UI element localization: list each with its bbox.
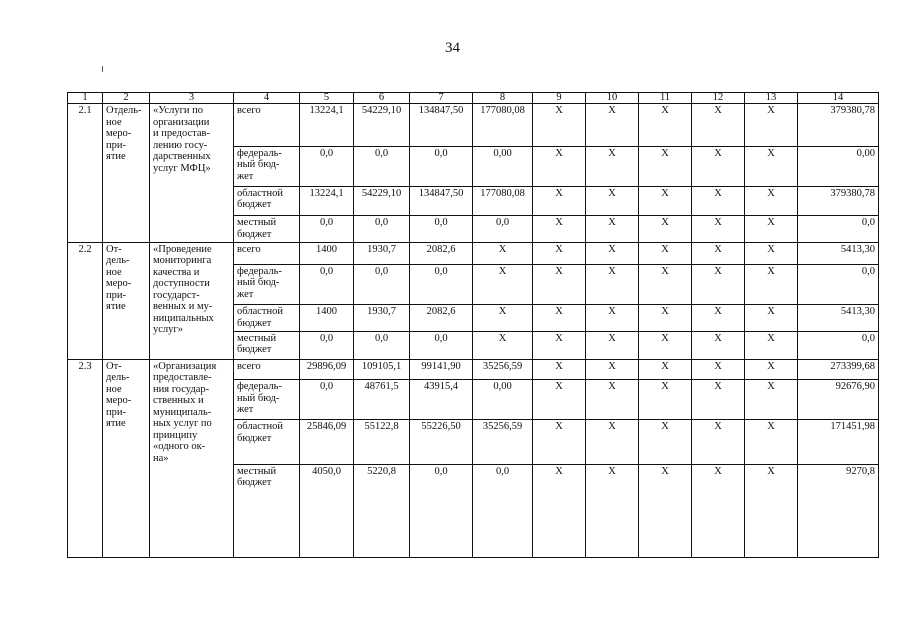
value-x: X xyxy=(692,242,745,264)
page-number: 34 xyxy=(445,40,460,56)
funding-source: областной бюджет xyxy=(234,186,300,215)
column-header: 13 xyxy=(745,93,798,104)
value-x: X xyxy=(639,380,692,420)
value-x: X xyxy=(692,305,745,331)
value-x: X xyxy=(745,305,798,331)
value-x: X xyxy=(586,359,639,379)
value-c8: 35256,59 xyxy=(473,420,533,464)
value-total: 0,0 xyxy=(798,264,879,304)
value-total: 379380,78 xyxy=(798,104,879,146)
value-x: X xyxy=(586,242,639,264)
item-type: От- дель- ное меро- при- ятие xyxy=(103,359,150,557)
value-x: X xyxy=(692,464,745,557)
value-c6: 109105,1 xyxy=(354,359,410,379)
column-header: 12 xyxy=(692,93,745,104)
value-x: X xyxy=(745,359,798,379)
value-c7: 2082,6 xyxy=(410,305,473,331)
value-c6: 1930,7 xyxy=(354,305,410,331)
item-type: От- дель- ное меро- при- ятие xyxy=(103,242,150,359)
column-header: 10 xyxy=(586,93,639,104)
table-row xyxy=(68,104,879,146)
column-header: 11 xyxy=(639,93,692,104)
value-x: X xyxy=(745,464,798,557)
value-x: X xyxy=(692,186,745,215)
value-total: 9270,8 xyxy=(798,464,879,557)
value-c8: 0,0 xyxy=(473,464,533,557)
value-x: X xyxy=(745,242,798,264)
column-header: 5 xyxy=(300,93,354,104)
value-c7: 0,0 xyxy=(410,146,473,186)
value-c7: 0,0 xyxy=(410,216,473,242)
value-x: X xyxy=(639,331,692,359)
value-x: X xyxy=(533,380,586,420)
value-c6: 1930,7 xyxy=(354,242,410,264)
value-x: X xyxy=(533,186,586,215)
value-c5: 0,0 xyxy=(300,380,354,420)
item-name: «Услуги по организации и предостав- лению госу- дарственных услуг МФЦ» xyxy=(150,104,234,242)
value-c8: 0,0 xyxy=(473,216,533,242)
value-x: X xyxy=(692,216,745,242)
value-c6: 5220,8 xyxy=(354,464,410,557)
item-number: 2.2 xyxy=(68,242,103,359)
value-c5: 0,0 xyxy=(300,264,354,304)
value-total: 92676,90 xyxy=(798,380,879,420)
value-total: 273399,68 xyxy=(798,359,879,379)
funding-source: местный бюджет xyxy=(234,216,300,242)
item-number: 2.3 xyxy=(68,359,103,557)
scan-mark xyxy=(102,66,103,72)
value-c5: 0,0 xyxy=(300,146,354,186)
header-row xyxy=(68,93,879,104)
funding-source: федераль- ный бюд- жет xyxy=(234,264,300,304)
value-c8: X xyxy=(473,305,533,331)
value-x: X xyxy=(586,464,639,557)
value-c6: 0,0 xyxy=(354,216,410,242)
value-c7: 0,0 xyxy=(410,264,473,304)
value-total: 5413,30 xyxy=(798,305,879,331)
value-x: X xyxy=(533,264,586,304)
value-x: X xyxy=(692,264,745,304)
value-x: X xyxy=(533,242,586,264)
value-x: X xyxy=(692,420,745,464)
value-c8: 35256,59 xyxy=(473,359,533,379)
value-c8: 0,00 xyxy=(473,380,533,420)
value-x: X xyxy=(745,216,798,242)
value-c5: 4050,0 xyxy=(300,464,354,557)
value-c8: 0,00 xyxy=(473,146,533,186)
value-x: X xyxy=(533,305,586,331)
value-c7: 0,0 xyxy=(410,464,473,557)
value-total: 171451,98 xyxy=(798,420,879,464)
value-c7: 2082,6 xyxy=(410,242,473,264)
value-total: 0,0 xyxy=(798,331,879,359)
value-x: X xyxy=(586,380,639,420)
column-header: 14 xyxy=(798,93,879,104)
value-c5: 0,0 xyxy=(300,331,354,359)
table-row xyxy=(68,242,879,264)
value-x: X xyxy=(533,420,586,464)
value-c8: 177080,08 xyxy=(473,186,533,215)
column-header: 8 xyxy=(473,93,533,104)
value-c7: 99141,90 xyxy=(410,359,473,379)
value-c5: 0,0 xyxy=(300,216,354,242)
column-header: 2 xyxy=(103,93,150,104)
value-x: X xyxy=(692,331,745,359)
value-c8: X xyxy=(473,264,533,304)
value-c8: X xyxy=(473,242,533,264)
column-header: 7 xyxy=(410,93,473,104)
value-c7: 134847,50 xyxy=(410,104,473,146)
value-total: 0,00 xyxy=(798,146,879,186)
funding-source: местный бюджет xyxy=(234,464,300,557)
item-type: Отдель- ное меро- при- ятие xyxy=(103,104,150,242)
value-x: X xyxy=(639,186,692,215)
value-x: X xyxy=(586,146,639,186)
value-x: X xyxy=(533,104,586,146)
value-x: X xyxy=(533,331,586,359)
funding-source: всего xyxy=(234,359,300,379)
value-c7: 134847,50 xyxy=(410,186,473,215)
value-x: X xyxy=(586,216,639,242)
value-x: X xyxy=(639,305,692,331)
value-x: X xyxy=(745,186,798,215)
value-c5: 1400 xyxy=(300,242,354,264)
item-name: «Проведение мониторинга качества и доступности государст- венных и му- ниципальных услуг» xyxy=(150,242,234,359)
value-x: X xyxy=(692,104,745,146)
value-c7: 55226,50 xyxy=(410,420,473,464)
column-header: 6 xyxy=(354,93,410,104)
value-x: X xyxy=(533,146,586,186)
funding-source: федераль- ный бюд- жет xyxy=(234,146,300,186)
item-name: «Организация предоставле- ния государ- ственных и муниципаль- ных услуг по принципу «одного ок- на» xyxy=(150,359,234,557)
value-c6: 55122,8 xyxy=(354,420,410,464)
value-c5: 13224,1 xyxy=(300,186,354,215)
value-x: X xyxy=(533,359,586,379)
value-x: X xyxy=(639,359,692,379)
value-x: X xyxy=(745,420,798,464)
value-x: X xyxy=(745,146,798,186)
value-c6: 0,0 xyxy=(354,331,410,359)
value-c7: 43915,4 xyxy=(410,380,473,420)
value-x: X xyxy=(586,186,639,215)
value-x: X xyxy=(533,464,586,557)
value-x: X xyxy=(586,420,639,464)
value-c6: 48761,5 xyxy=(354,380,410,420)
column-header: 3 xyxy=(150,93,234,104)
value-x: X xyxy=(586,264,639,304)
funding-source: всего xyxy=(234,242,300,264)
value-c8: 177080,08 xyxy=(473,104,533,146)
funding-source: всего xyxy=(234,104,300,146)
funding-source: областной бюджет xyxy=(234,420,300,464)
funding-source: федераль- ный бюд- жет xyxy=(234,380,300,420)
column-header: 4 xyxy=(234,93,300,104)
value-x: X xyxy=(586,104,639,146)
value-c6: 54229,10 xyxy=(354,186,410,215)
value-c6: 54229,10 xyxy=(354,104,410,146)
budget-table xyxy=(67,92,879,558)
value-c5: 25846,09 xyxy=(300,420,354,464)
column-header: 9 xyxy=(533,93,586,104)
item-number: 2.1 xyxy=(68,104,103,242)
value-x: X xyxy=(639,420,692,464)
value-total: 5413,30 xyxy=(798,242,879,264)
value-x: X xyxy=(692,359,745,379)
value-x: X xyxy=(692,380,745,420)
table-row xyxy=(68,359,879,379)
value-c5: 1400 xyxy=(300,305,354,331)
value-x: X xyxy=(692,146,745,186)
value-x: X xyxy=(745,104,798,146)
value-x: X xyxy=(533,216,586,242)
value-x: X xyxy=(639,104,692,146)
column-header: 1 xyxy=(68,93,103,104)
value-x: X xyxy=(745,331,798,359)
value-total: 0,0 xyxy=(798,216,879,242)
value-c8: X xyxy=(473,331,533,359)
value-x: X xyxy=(639,216,692,242)
value-c5: 13224,1 xyxy=(300,104,354,146)
value-x: X xyxy=(586,305,639,331)
value-x: X xyxy=(639,464,692,557)
value-c5: 29896,09 xyxy=(300,359,354,379)
value-c6: 0,0 xyxy=(354,264,410,304)
value-x: X xyxy=(639,242,692,264)
value-x: X xyxy=(639,146,692,186)
funding-source: областной бюджет xyxy=(234,305,300,331)
value-x: X xyxy=(586,331,639,359)
value-total: 379380,78 xyxy=(798,186,879,215)
value-x: X xyxy=(639,264,692,304)
value-x: X xyxy=(745,264,798,304)
value-c7: 0,0 xyxy=(410,331,473,359)
value-c6: 0,0 xyxy=(354,146,410,186)
funding-source: местный бюджет xyxy=(234,331,300,359)
value-x: X xyxy=(745,380,798,420)
